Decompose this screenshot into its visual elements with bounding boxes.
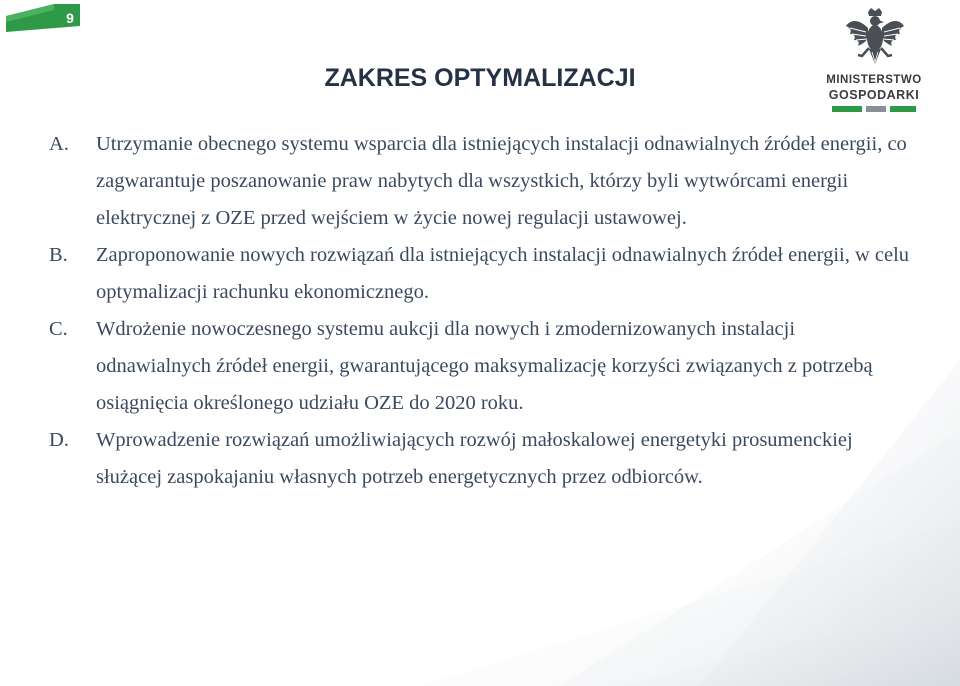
slide-title: ZAKRES OPTYMALIZACJI: [324, 64, 636, 92]
ministry-name-line1: MINISTERSTWO: [826, 74, 922, 86]
list-item-text: Utrzymanie obecnego systemu wsparcia dla istniejących instalacji odnawialnych źródeł energii, co zagwarantuje poszanowanie praw nabytych dla wszystkich, którzy byli wytwórcami energii elektrycznej z OZE przed wejściem w życie nowej regulacji ustawowej.: [96, 133, 907, 229]
logo-color-bars: [832, 106, 916, 114]
list-item-letter: D.: [49, 429, 69, 451]
list-item: [40, 422, 910, 496]
list-item-letter: A.: [49, 133, 69, 155]
list-item-letter: C.: [49, 318, 68, 340]
list-item: [40, 126, 910, 237]
page-number: 9: [66, 10, 74, 26]
list-item-text: Wprowadzenie rozwiązań umożliwiających rozwój małoskalowej energetyki prosumenckiej służącej zaspokajaniu własnych potrzeb energetycznych przez odbiorców.: [96, 429, 853, 488]
ministry-logo: [820, 8, 932, 120]
polish-eagle-icon: [844, 8, 906, 70]
list-item-text: Zaproponowanie nowych rozwiązań dla istniejących instalacji odnawialnych źródeł energii, w celu optymalizacji rachunku ekonomicznego.: [96, 244, 910, 303]
list-item-letter: B.: [49, 244, 68, 266]
ministry-name-line2: GOSPODARKI: [828, 88, 920, 102]
optimization-scope-list: [40, 126, 910, 496]
list-item: [40, 311, 910, 422]
page-number-badge: [6, 4, 80, 32]
list-item: [40, 237, 910, 311]
list-item-text: Wdrożenie nowoczesnego systemu aukcji dla nowych i zmodernizowanych instalacji odnawialnych źródeł energii, gwarantującego maksymalizację korzyści związanych z potrzebą osiągnięcia określonego udziału OZE do 2020 roku.: [96, 318, 873, 414]
